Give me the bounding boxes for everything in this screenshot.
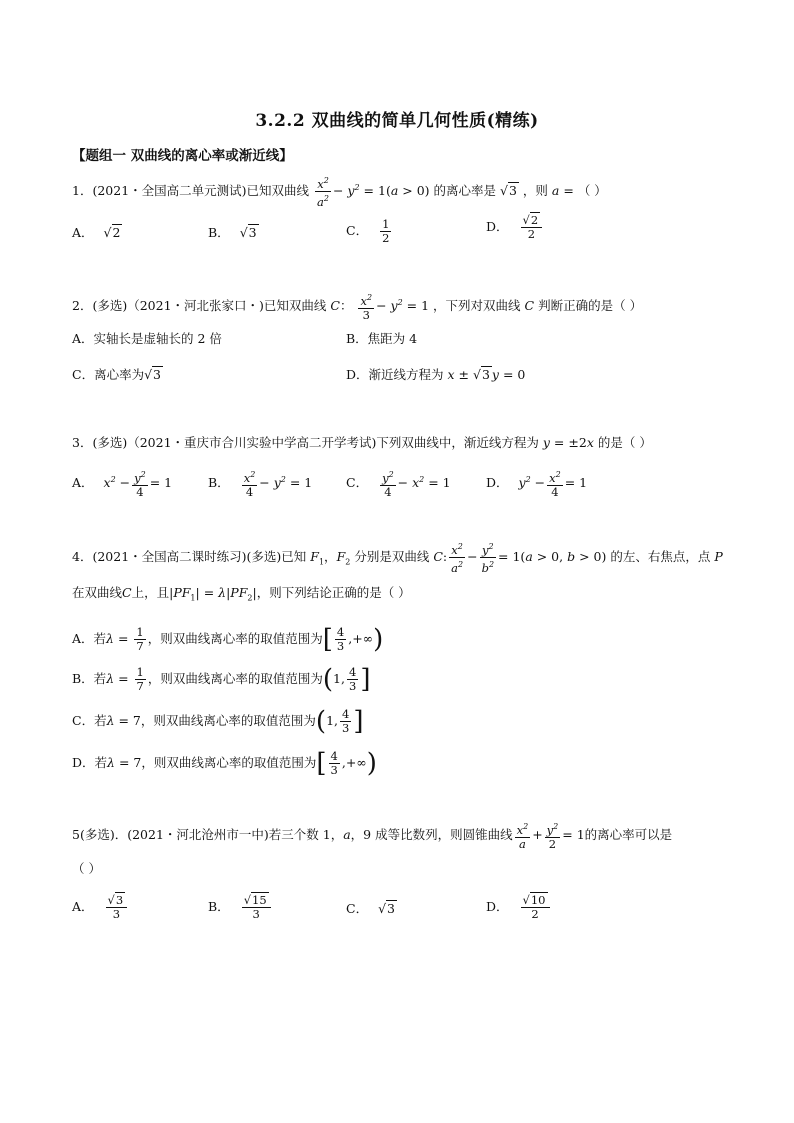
q3-option-d[interactable]: D． $y^2$ − $\frac{x^2}{4}$ = 1 (486, 470, 588, 499)
question-1: 1．(2021・全国高二单元测试)已知双曲线 $\frac{x^2}{a^2}$ − $y^2 = 1(a > 0)$ 的离心率是 √3 ，则 a = （ ） (72, 176, 607, 209)
question-2: 2．(多选)（2021・河北张家口・)已知双曲线 C： $\frac{x^2}{3}$ − $y^2 = 1$ ，下列对双曲线 C 判断正确的是（ ） (72, 293, 643, 323)
q4-option-c[interactable]: C．若λ = 7，则双曲线离心率的取值范围为(1, $\frac{4}{3}$ ] (72, 706, 364, 737)
q1-option-d[interactable]: D． $\frac{√2}{2}$ (486, 214, 544, 241)
q1-option-b[interactable]: B． √3 (208, 225, 257, 240)
q5-lead2: ，9 成等比数列，则圆锥曲线 (350, 826, 513, 842)
section-heading: 【题组一 双曲线的离心率或渐近线】 (72, 148, 293, 164)
page-title: 3.2.2 双曲线的简单几何性质(精练) (255, 111, 539, 131)
q4-lead2: 分别是双曲线 (354, 548, 430, 564)
formula: C (524, 298, 535, 314)
q2-option-c[interactable]: C．离心率为√3 (72, 367, 161, 382)
formula: a = (551, 182, 574, 198)
formula: $\frac{x^2}{3}$ (360, 293, 373, 323)
q4-lead: 4．(2021・全国高二课时练习)(多选)已知 (72, 548, 307, 564)
q2-tail2: 判断正确的是（ ） (538, 298, 643, 314)
q4-option-a[interactable]: A．若λ = $\frac{1}{7}$ ，则双曲线离心率的取值范围为[ $\frac{4}{3}$ ,+∞) (72, 624, 384, 655)
formula: √3 (500, 182, 517, 198)
question-4: 4．(2021・全国高二课时练习)(多选)已知 $F_1$，$F_2$ 分别是双曲线 C: $\frac{x^2}{a^2}$ − $\frac{y^2}{b^2}$ = 1(a > 0, b > 0) 的左、右焦点，点 P (72, 542, 723, 575)
q1-tail: ，则 (522, 182, 548, 198)
q5-lead3: 的离心率可以是 (584, 826, 673, 842)
q1-end: （ ） (577, 182, 607, 198)
q2-tail: ，下列对双曲线 (433, 298, 521, 314)
q2-option-b[interactable]: B．焦距为 4 (346, 331, 418, 346)
q2-option-a[interactable]: A．实轴长是虚轴长的 2 倍 (72, 331, 222, 346)
q5-option-c[interactable]: C． √3 (346, 901, 395, 916)
formula: $\frac{x^2}{a^2}$ (317, 176, 329, 209)
formula: C (330, 298, 340, 314)
q3-option-c[interactable]: C． $\frac{y^2}{4}$ − $x^2 = 1$ (346, 470, 451, 499)
question-5: 5(多选)．(2021・河北沧州市一中)若三个数 1，a，9 成等比数列，则圆锥曲线 $\frac{x^2}{a}$ + $\frac{y^2}{2}$ = 1的离心率可以是 (72, 822, 673, 851)
q3-option-a[interactable]: A． $x^2$ − $\frac{y^2}{4}$ = 1 (72, 470, 173, 499)
q1-option-a[interactable]: A． √2 (72, 225, 121, 240)
q3-tail: 的是（ ） (597, 435, 652, 450)
q2-lead: 2．(多选)（2021・河北张家口・)已知双曲线 (72, 298, 327, 314)
q4-option-d[interactable]: D．若λ = 7，则双曲线离心率的取值范围为[ $\frac{4}{3}$ ,+∞) (72, 748, 377, 779)
q4-option-b[interactable]: B．若λ = $\frac{1}{7}$ ，则双曲线离心率的取值范围为(1, $\frac{4}{3}$ ] (72, 664, 371, 695)
q5-option-d[interactable]: D． $\frac{√10}{2}$ (486, 894, 552, 921)
q3-option-b[interactable]: B． $\frac{x^2}{4}$ − $y^2 = 1$ (208, 470, 313, 499)
question-3 (72, 430, 652, 456)
formula: y = ±2x (542, 435, 594, 450)
q1-mid: 的离心率是 (433, 182, 497, 198)
question-4-line2: 在双曲线C上，且$|PF_1| = \lambda|PF_2|$，则下列结论正确的是（ ） (72, 585, 411, 603)
q2-option-d[interactable]: D．渐近线方程为 x ± √3 y = 0 (346, 367, 526, 382)
question-5-line2: （ ） (72, 861, 101, 876)
q5-lead: 5(多选)．(2021・河北沧州市一中)若三个数 1， (72, 826, 344, 842)
q3-lead: 3．(多选)（2021・重庆市合川实验中学高二开学考试)下列双曲线中，渐近线方程为 (72, 435, 539, 450)
q5-option-a[interactable]: A． $\frac{√3}{3}$ (72, 894, 129, 921)
q5-option-b[interactable]: B． $\frac{√15}{3}$ (208, 894, 273, 921)
q4-lead3: 的左、右焦点，点 (610, 548, 711, 564)
q1-lead: 1．(2021・全国高二单元测试)已知双曲线 (72, 182, 310, 198)
q1-option-c[interactable]: C． $\frac{1}{2}$ (346, 217, 390, 245)
